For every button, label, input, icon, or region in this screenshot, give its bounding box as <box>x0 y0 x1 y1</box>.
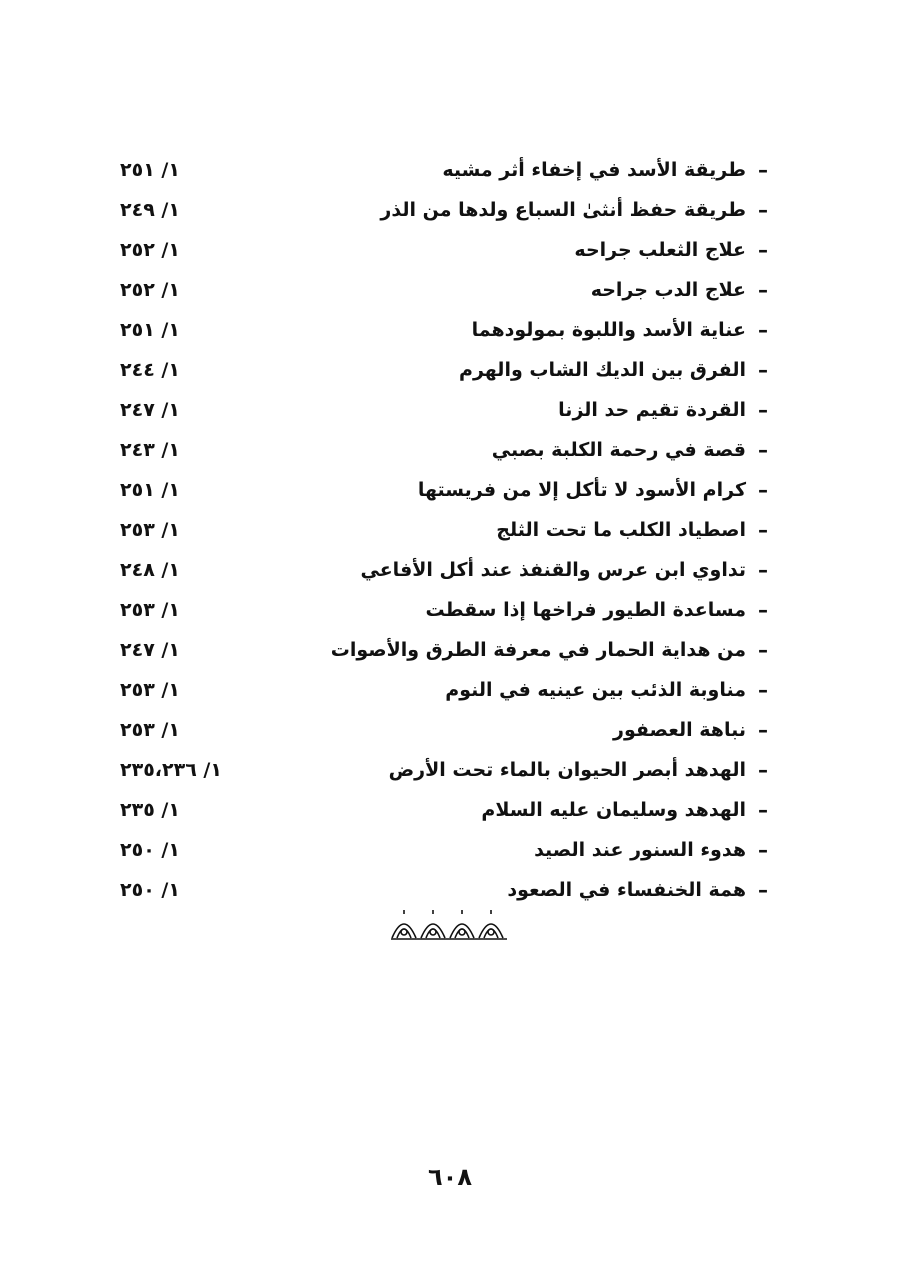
entry-page-reference: ١/ ٢٤٤ <box>120 359 180 381</box>
dash-marker: – <box>758 678 768 702</box>
entry-page-reference: ١/ ٢٥٣ <box>120 679 180 701</box>
dash-marker: – <box>758 518 768 542</box>
entry-title: القردة تقيم حد الزنا <box>558 399 746 421</box>
dash-marker: – <box>758 318 768 342</box>
index-row <box>120 430 780 470</box>
entry-title: من هداية الحمار في معرفة الطرق والأصوات <box>330 639 746 661</box>
entry-page-reference: ١/ ٢٤٣ <box>120 439 180 461</box>
index-row <box>120 150 780 190</box>
dash-marker: – <box>758 158 768 182</box>
index-row <box>120 710 780 750</box>
dash-marker: – <box>758 838 768 862</box>
dash-marker: – <box>758 798 768 822</box>
floral-divider-icon <box>390 908 508 942</box>
entry-title: الهدهد أبصر الحيوان بالماء تحت الأرض <box>388 759 746 781</box>
entry-title: قصة في رحمة الكلبة بصبي <box>491 439 746 461</box>
index-row <box>120 190 780 230</box>
dash-marker: – <box>758 238 768 262</box>
index-row <box>120 590 780 630</box>
entry-title: الفرق بين الديك الشاب والهرم <box>459 359 746 381</box>
dash-marker: – <box>758 438 768 462</box>
dash-marker: – <box>758 278 768 302</box>
dash-marker: – <box>758 398 768 422</box>
entry-title: نباهة العصفور <box>613 719 746 741</box>
entry-title: طريقة الأسد في إخفاء أثر مشيه <box>442 159 746 181</box>
page-number: ٦٠٨ <box>428 1163 472 1191</box>
index-row <box>120 230 780 270</box>
index-row <box>120 750 780 790</box>
index-row <box>120 310 780 350</box>
entry-title: اصطياد الكلب ما تحت الثلج <box>496 519 746 541</box>
entry-title: هدوء السنور عند الصيد <box>534 839 746 861</box>
index-row <box>120 390 780 430</box>
index-row <box>120 270 780 310</box>
dash-marker: – <box>758 718 768 742</box>
index-row <box>120 470 780 510</box>
entry-page-reference: ١/ ٢٥٣ <box>120 599 180 621</box>
entry-title: عناية الأسد واللبوة بمولودهما <box>471 319 746 341</box>
dash-marker: – <box>758 558 768 582</box>
entry-page-reference: ١/ ٢٤٧ <box>120 399 180 421</box>
index-row <box>120 830 780 870</box>
entry-page-reference: ١/ ٢٤٨ <box>120 559 180 581</box>
dash-marker: – <box>758 358 768 382</box>
index-row <box>120 510 780 550</box>
dash-marker: – <box>758 478 768 502</box>
entry-title: علاج الدب جراحه <box>590 279 746 301</box>
index-row <box>120 670 780 710</box>
dash-marker: – <box>758 598 768 622</box>
entry-page-reference: ١/ ٢٥١ <box>120 319 180 341</box>
dash-marker: – <box>758 638 768 662</box>
index-row <box>120 630 780 670</box>
entry-page-reference: ١/ ٢٥٠ <box>120 879 180 901</box>
index-list <box>120 150 780 910</box>
entry-page-reference: ١/ ٢٣٥،٢٣٦ <box>120 759 222 781</box>
entry-title: تداوي ابن عرس والقنفذ عند أكل الأفاعي <box>360 559 746 581</box>
entry-page-reference: ١/ ٢٥٢ <box>120 239 180 261</box>
entry-title: طريقة حفظ أنثىٰ السباع ولدها من الذر <box>380 199 746 221</box>
index-row <box>120 350 780 390</box>
entry-page-reference: ١/ ٢٥٠ <box>120 839 180 861</box>
entry-title: همة الخنفساء في الصعود <box>507 879 746 901</box>
entry-page-reference: ١/ ٢٥١ <box>120 479 180 501</box>
entry-page-reference: ١/ ٢٥١ <box>120 159 180 181</box>
entry-page-reference: ١/ ٢٤٧ <box>120 639 180 661</box>
entry-title: كرام الأسود لا تأكل إلا من فريستها <box>417 479 746 501</box>
entry-title: الهدهد وسليمان عليه السلام <box>481 799 746 821</box>
entry-page-reference: ١/ ٢٥٣ <box>120 519 180 541</box>
dash-marker: – <box>758 758 768 782</box>
entry-title: مساعدة الطيور فراخها إذا سقطت <box>425 599 746 621</box>
entry-title: علاج الثعلب جراحه <box>574 239 746 261</box>
dash-marker: – <box>758 878 768 902</box>
entry-page-reference: ١/ ٢٥٢ <box>120 279 180 301</box>
entry-title: مناوبة الذئب بين عينيه في النوم <box>445 679 746 701</box>
entry-page-reference: ١/ ٢٣٥ <box>120 799 180 821</box>
index-row <box>120 790 780 830</box>
entry-page-reference: ١/ ٢٤٩ <box>120 199 180 221</box>
index-row <box>120 550 780 590</box>
entry-page-reference: ١/ ٢٥٣ <box>120 719 180 741</box>
dash-marker: – <box>758 198 768 222</box>
index-row <box>120 870 780 910</box>
